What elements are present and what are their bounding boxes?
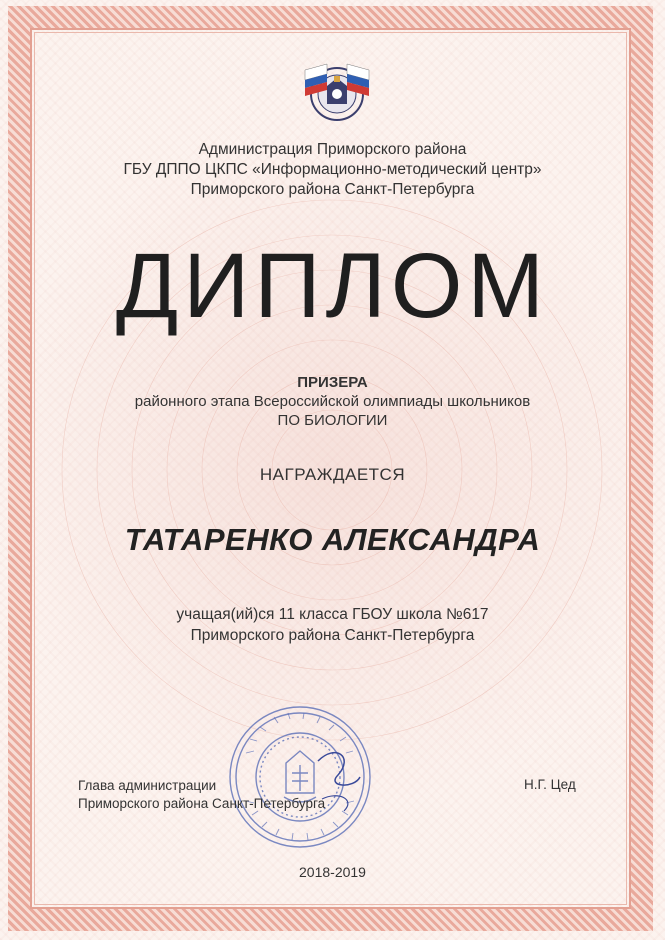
signer-name: Н.Г. Цед	[524, 777, 576, 792]
event-line-2: ПО БИОЛОГИИ	[277, 412, 388, 429]
signer-position	[78, 777, 325, 813]
recipient-line-1: учащая(ий)ся 11 класса ГБОУ школа №617	[176, 606, 489, 623]
organizer-block	[40, 140, 625, 200]
olympiad-logo-icon	[297, 56, 377, 128]
awarded-label: НАГРАЖДАЕТСЯ	[259, 465, 406, 484]
diploma-title: ДИПЛОМ	[115, 235, 550, 337]
recipient-info	[40, 604, 625, 646]
award-block	[40, 373, 625, 430]
recipient-line-2: Приморского района Санкт-Петербурга	[190, 627, 475, 644]
signer-position-line-1: Глава администрации	[78, 778, 217, 793]
organizer-line-1: Администрация Приморского района	[198, 141, 467, 158]
signer-position-line-2: Приморского района Санкт-Петербурга	[78, 796, 326, 811]
academic-year: 2018-2019	[299, 864, 366, 880]
organizer-line-2: ГБУ ДППО ЦКПС «Информационно-методический центр»	[123, 161, 542, 178]
recipient-name: ТАТАРЕНКО АЛЕКСАНДРА	[124, 522, 541, 557]
award-rank: ПРИЗЕРА	[297, 374, 368, 391]
organizer-line-3: Приморского района Санкт-Петербурга	[190, 181, 475, 198]
event-line-1: районного этапа Всероссийской олимпиады школьников	[134, 393, 531, 410]
